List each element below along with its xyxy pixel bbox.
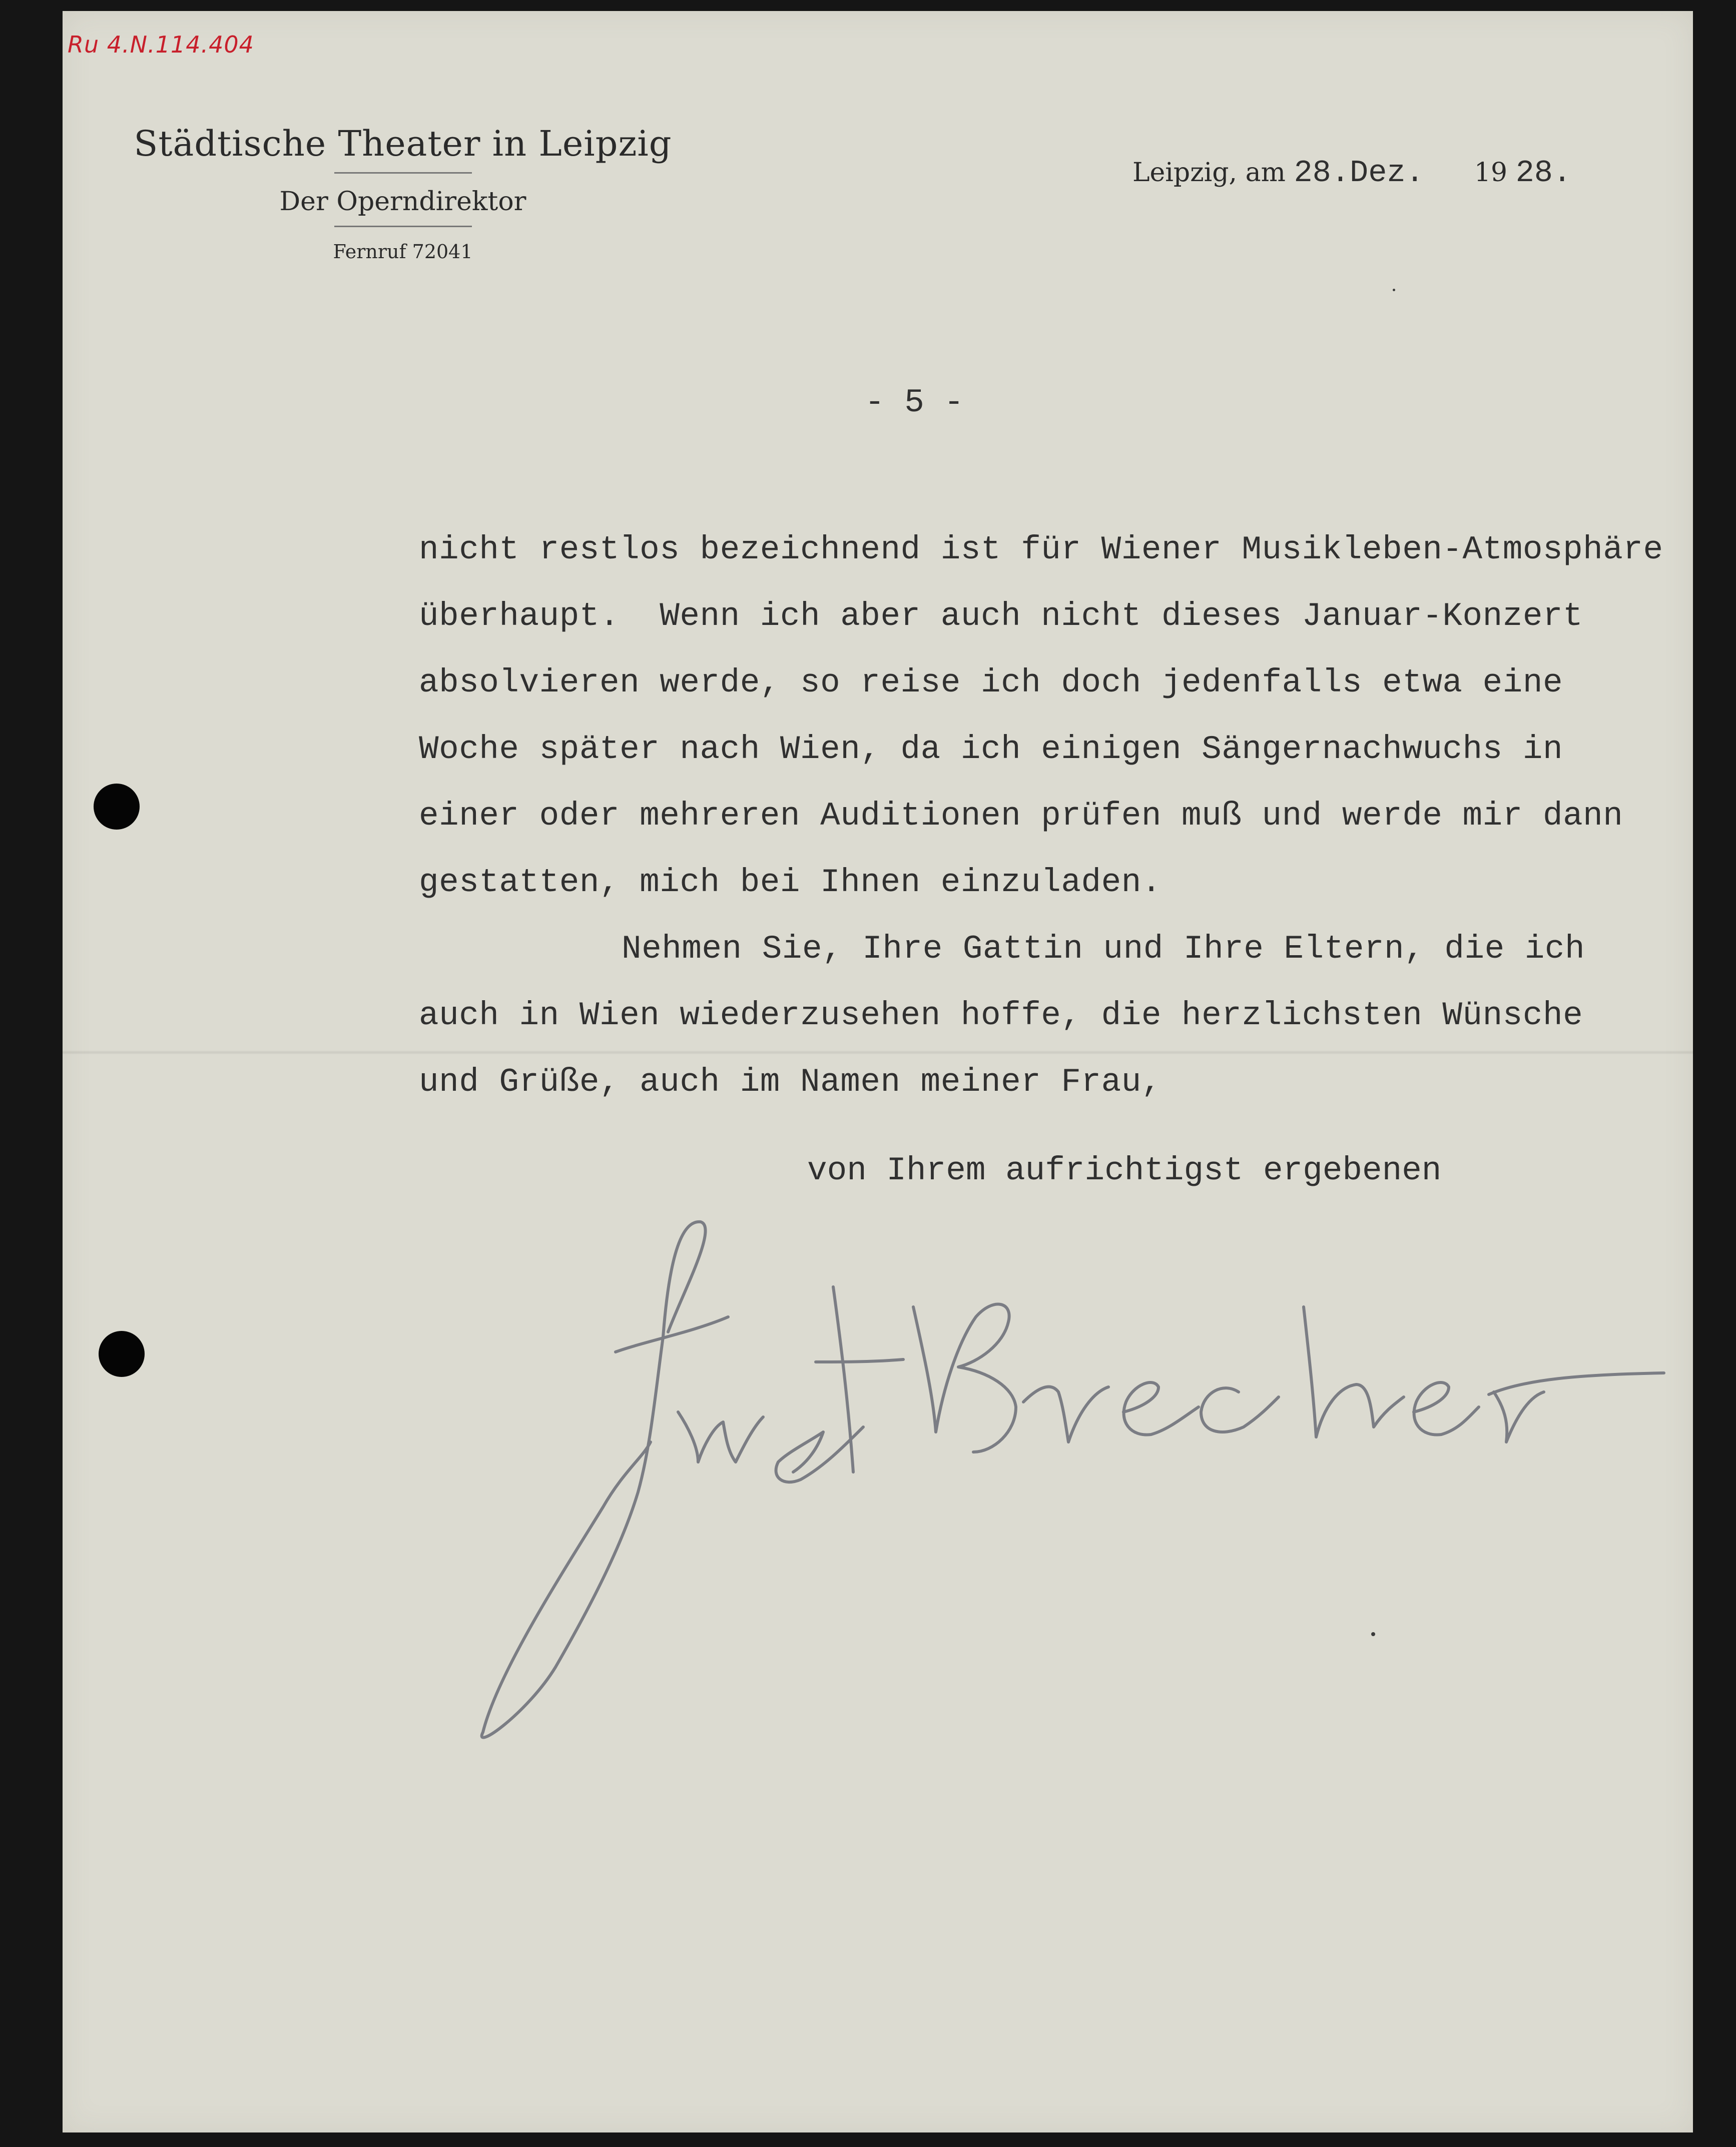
letterhead-phone: Fernruf 72041 (333, 241, 473, 263)
closing-line: von Ihrem aufrichtigst ergebenen (807, 1152, 1442, 1189)
body-line: auch in Wien wiederzusehen hoffe, die herzlichsten Wünsche (419, 997, 1583, 1034)
paper-speck (1371, 1632, 1375, 1636)
handwritten-signature (63, 11, 1693, 2132)
body-line: nicht restlos bezeichnend ist für Wiener Musikleben-Atmosphäre (419, 531, 1663, 568)
dateline-day-month: 28.Dez. (1294, 155, 1424, 191)
body-line: einer oder mehreren Auditionen prüfen muß und werde mir dann (419, 797, 1623, 835)
body-line: und Grüße, auch im Namen meiner Frau, (419, 1063, 1162, 1101)
letter-page (63, 11, 1693, 2132)
letterhead-institution: Städtische Theater in Leipzig (134, 123, 672, 164)
archive-mark: Ru 4.N.114.404 (68, 31, 254, 58)
body-line: Nehmen Sie, Ihre Gattin und Ihre Eltern, die ich (622, 930, 1585, 968)
dateline-year-suffix: 28. (1515, 155, 1572, 191)
paper-speck (1393, 289, 1395, 291)
dateline-year-prefix: 19 (1474, 158, 1508, 188)
body-line: überhaupt. Wenn ich aber auch nicht dieses Januar-Konzert (419, 597, 1583, 635)
dateline-place: Leipzig, am (1132, 158, 1286, 188)
body-line: gestatten, mich bei Ihnen einzuladen. (419, 864, 1162, 901)
body-line: Woche später nach Wien, da ich einigen Sängernachwuchs in (419, 731, 1563, 768)
page-number: - 5 - (865, 384, 964, 421)
punch-hole (99, 1331, 145, 1377)
punch-hole (94, 784, 140, 830)
body-line: absolvieren werde, so reise ich doch jedenfalls etwa eine (419, 664, 1563, 701)
letterhead-office: Der Operndirektor (279, 187, 526, 217)
